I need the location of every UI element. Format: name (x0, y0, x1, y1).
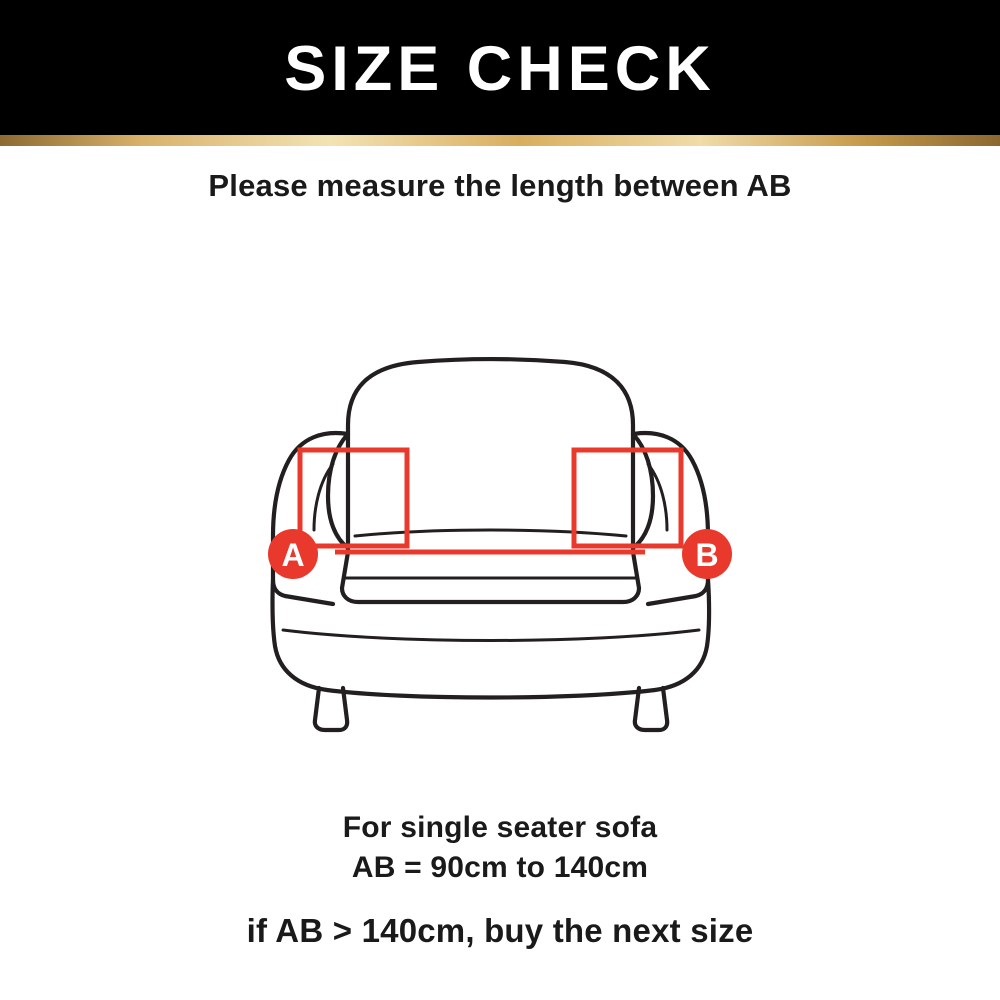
sofa-leg-right (635, 688, 667, 730)
marker-a-label: A (281, 537, 305, 573)
sofa-illustration (215, 330, 785, 750)
header-band (0, 0, 1000, 135)
sofa-base (273, 580, 710, 698)
caption-line-1: For single seater sofa (342, 811, 658, 844)
sofa-right-arm-outer (633, 433, 708, 604)
sofa-leg-left (315, 688, 347, 730)
sofa-base-seam (283, 630, 699, 641)
sofa-left-arm-outer (273, 433, 348, 604)
caption-line-2: AB = 90cm to 140cm (351, 850, 649, 884)
instruction-text: Please measure the length between AB (208, 168, 792, 203)
sofa-backrest-fold (355, 530, 626, 536)
marker-b-label: B (695, 537, 719, 573)
caption-block (0, 808, 1000, 887)
sofa-backrest (348, 359, 633, 552)
size-note: if AB > 140cm, buy the next size (246, 912, 754, 949)
page-title: SIZE CHECK (284, 34, 716, 104)
gold-divider (0, 135, 1000, 146)
